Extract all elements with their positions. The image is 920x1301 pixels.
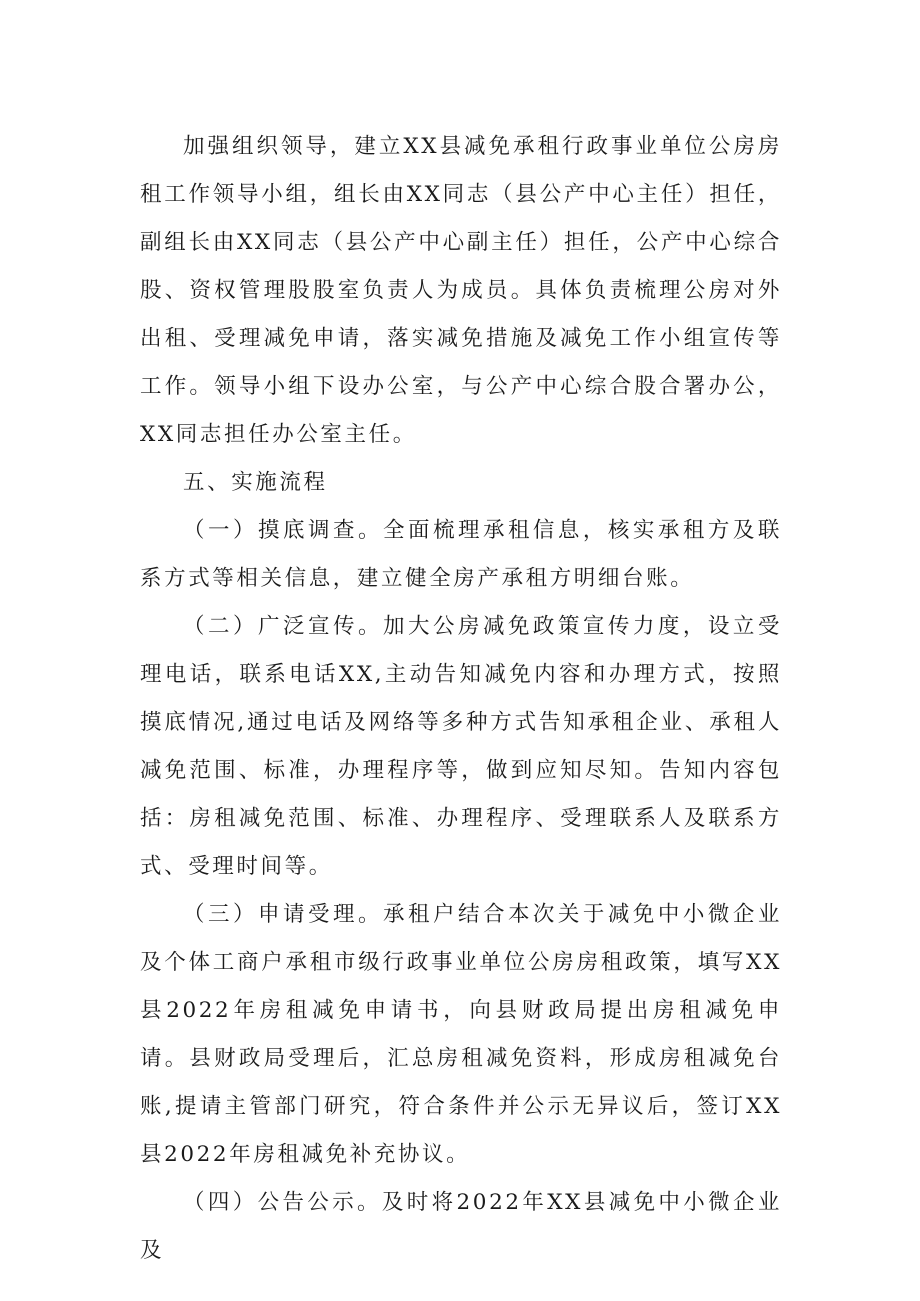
paragraph-organization: 加强组织领导，建立XX县减免承租行政事业单位公房房租工作领导小组，组长由XX同志（县公产中心主任）担任，副组长由XX同志（县公产中心副主任）担任，公产中心综合股、资权管理股股室负责人为成员。具体负责梳理公房对外出租、受理减免申请，落实减免措施及减免工作小组宣传等工作。领导小组下设办公室，与公产中心综合股合署办公，XX同志担任办公室主任。 <box>140 134 782 447</box>
document-body <box>140 123 782 1275</box>
paragraph-publicity: （二）广泛宣传。加大公房减免政策宣传力度，设立受理电话，联系电话XX,主动告知减免内容和办理方式，按照摸底情况,通过电话及网络等多种方式告知承租企业、承租人减免范围、标准，办理程序等，做到应知尽知。告知内容包括：房租减免范围、标准、办理程序、受理联系人及联系方式、受理时间等。 <box>140 614 782 879</box>
paragraph-application: （三）申请受理。承租户结合本次关于减免中小微企业及个体工商户承租市级行政事业单位公房房租政策，填写XX县2022年房租减免申请书，向县财政局提出房租减免申请。县财政局受理后，汇总房租减免资料，形成房租减免台账,提请主管部门研究，符合条件并公示无异议后，签订XX县2022年房租减免补充协议。 <box>140 902 782 1167</box>
paragraph-survey: （一）摸底调查。全面梳理承租信息，核实承租方及联系方式等相关信息，建立健全房产承租方明细台账。 <box>140 518 782 591</box>
section-heading-implementation: 五、实施流程 <box>183 470 328 495</box>
paragraph-announcement: （四）公告公示。及时将2022年XX县减免中小微企业及 <box>140 1190 782 1263</box>
